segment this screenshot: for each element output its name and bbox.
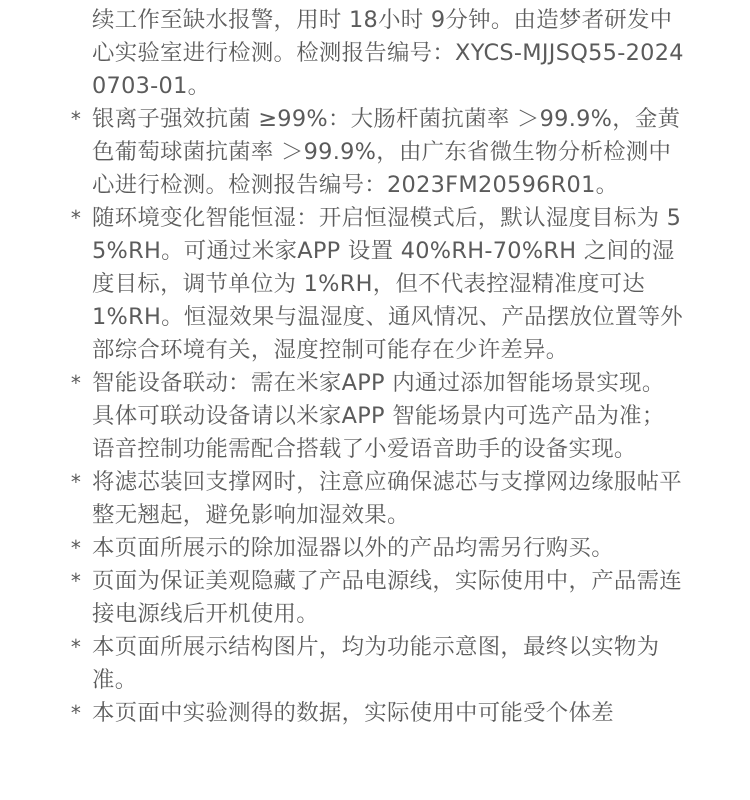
footnote-bullet: * bbox=[70, 206, 82, 230]
footnote-bullet: * bbox=[70, 635, 82, 659]
footnote-bullet: * bbox=[70, 701, 82, 725]
footnote-text: 本页面所展示的除加湿器以外的产品均需另行购买。 bbox=[92, 535, 614, 561]
footnote-text: 随环境变化智能恒湿：开启恒湿模式后，默认湿度目标为 55%RH。可通过米家APP 设置 40%RH-70%RH 之间的湿度目标，调节单位为 1%RH，但不代表控湿精准度可达 1%RH。恒湿效果与温湿度、通风情况、产品摆放位置等外部综合环境有关，湿度控制可能存在少许差异。 bbox=[92, 205, 683, 363]
footnote-bullet: * bbox=[70, 470, 82, 494]
footnote-text: 续工作至缺水报警，用时 18小时 9分钟。由造梦者研发中心实验室进行检测。检测报告编号：XYCS-MJJSQ55-20240703-01。 bbox=[92, 7, 684, 99]
footnote-bullet: * bbox=[70, 569, 82, 593]
footnote-text: 本页面所展示结构图片，均为功能示意图，最终以实物为准。 bbox=[92, 634, 660, 693]
footnote-bullet: * bbox=[70, 107, 82, 131]
footnote-item bbox=[0, 532, 750, 565]
footnote-text: 将滤芯装回支撑网时，注意应确保滤芯与支撑网边缘服帖平整无翘起，避免影响加湿效果。 bbox=[92, 469, 682, 528]
footnote-item bbox=[0, 631, 750, 697]
footnote-text: 本页面中实验测得的数据，实际使用中可能受个体差 bbox=[92, 700, 614, 726]
footnote-item bbox=[0, 466, 750, 532]
footnote-text: 银离子强效抗菌 ≥99%：大肠杆菌抗菌率 ＞99.9%，金黄色葡萄球菌抗菌率 ＞99.9%，由广东省微生物分析检测中心进行检测。检测报告编号：2023FM20596R01。 bbox=[92, 106, 681, 198]
footnote-item bbox=[0, 103, 750, 202]
footnote-item bbox=[0, 697, 750, 730]
footnote-bullet: * bbox=[70, 536, 82, 560]
footnote-bullet: * bbox=[70, 371, 82, 395]
footnote-text: 智能设备联动：需在米家APP 内通过添加智能场景实现。具体可联动设备请以米家APP 智能场景内可选产品为准；语音控制功能需配合搭载了小爱语音助手的设备实现。 bbox=[92, 370, 665, 462]
footnote-item bbox=[0, 565, 750, 631]
footnote-text: 页面为保证美观隐藏了产品电源线，实际使用中，产品需连接电源线后开机使用。 bbox=[92, 568, 682, 627]
footnote-item bbox=[0, 367, 750, 466]
footnote-item bbox=[0, 202, 750, 367]
footnote-item bbox=[0, 0, 750, 103]
